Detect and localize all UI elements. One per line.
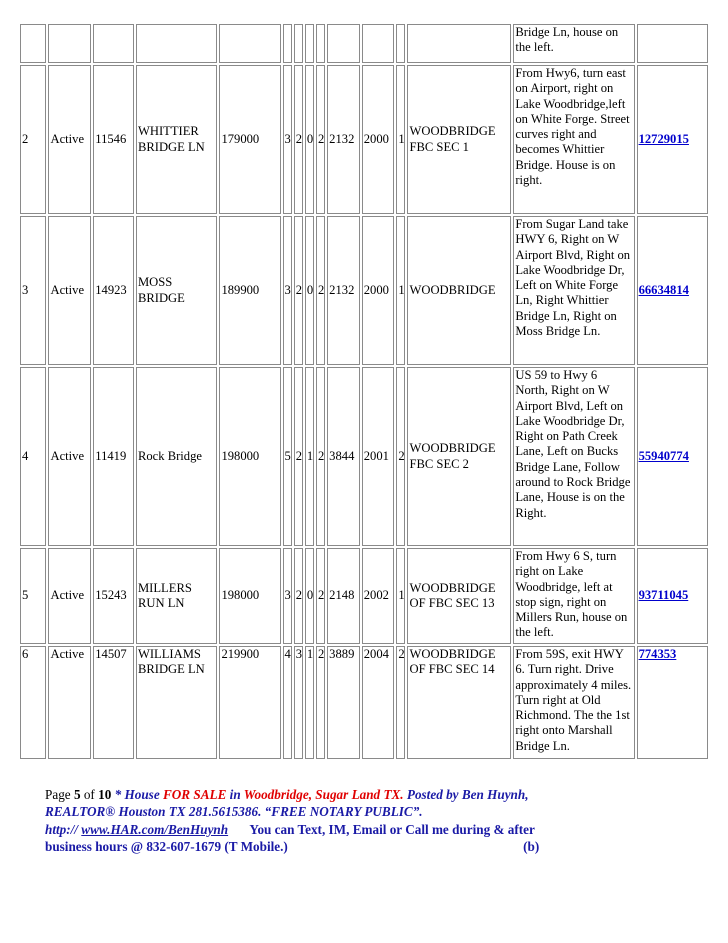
mls-link[interactable]: 774353 <box>638 647 677 661</box>
page-footer <box>45 786 695 856</box>
posted-by: Posted by Ben Huynh, <box>406 787 529 802</box>
stories: 1 <box>396 65 405 214</box>
page-total: 10 <box>98 787 112 802</box>
street-number: 15243 <box>93 548 134 644</box>
stories <box>396 24 405 63</box>
listing-number: 4 <box>20 367 46 546</box>
har-link[interactable]: www.HAR.com/BenHuynh <box>81 821 229 837</box>
full-baths: 2 <box>294 548 303 644</box>
garage: 2 <box>316 216 325 365</box>
bedrooms: 5 <box>283 367 292 546</box>
listing-status: Active <box>48 216 91 365</box>
bedrooms <box>283 24 292 63</box>
directions: Bridge Ln, house on the left. <box>513 24 634 63</box>
listing-status: Active <box>48 65 91 214</box>
full-baths: 2 <box>294 65 303 214</box>
mls-link[interactable]: 12729015 <box>638 131 689 146</box>
year-built <box>362 24 395 63</box>
bedrooms: 3 <box>283 548 292 644</box>
directions: From Hwy 6 S, turn right on Lake Woodbridge, left at stop sign, right on Millers Run, house on the left. <box>513 548 634 644</box>
full-baths: 2 <box>294 367 303 546</box>
year-built: 2004 <box>362 646 395 759</box>
full-baths: 3 <box>294 646 303 759</box>
full-baths: 2 <box>294 216 303 365</box>
directions: From Sugar Land take HWY 6, Right on W Airport Blvd, Right on Lake Woodbridge Dr, Left on White Forge Ln, Right Whittier Bridge Ln, Right on Moss Bridge Ln. <box>513 216 634 365</box>
list-price: 179000 <box>219 65 280 214</box>
half-baths: 0 <box>305 548 314 644</box>
street-name: WHITTIER BRIDGE LN <box>136 65 217 214</box>
table-row <box>20 548 708 644</box>
mls-link[interactable]: 55940774 <box>638 448 689 463</box>
list-price: 189900 <box>219 216 280 365</box>
street-number: 14923 <box>93 216 134 365</box>
square-feet: 3844 <box>327 367 360 546</box>
street-name: WILLIAMS BRIDGE LN <box>136 646 217 759</box>
table-row <box>20 24 708 63</box>
business-hours: business hours @ 832-607-1679 (T Mobile.) <box>45 839 288 855</box>
mls-cell <box>637 548 708 644</box>
listing-status <box>48 24 91 63</box>
subdivision: WOODBRIDGE <box>407 216 511 365</box>
table-row <box>20 216 708 365</box>
subdivision <box>407 24 511 63</box>
mls-cell <box>637 65 708 214</box>
year-built: 2002 <box>362 548 395 644</box>
listing-status: Active <box>48 548 91 644</box>
year-built: 2001 <box>362 367 395 546</box>
footer-line-2: REALTOR® Houston TX 281.5615386. “FREE NOTARY PUBLIC”. <box>45 804 423 820</box>
page-number: 5 <box>73 787 81 802</box>
street-number: 11546 <box>93 65 134 214</box>
garage: 2 <box>316 646 325 759</box>
list-price: 198000 <box>219 367 280 546</box>
listing-status: Active <box>48 367 91 546</box>
directions: From 59S, exit HWY 6. Turn right. Drive approximately 4 miles. Turn right at Old Richmond. The the 1st right onto Marshall Bridge Ln. <box>513 646 634 759</box>
stories: 2 <box>396 646 405 759</box>
listing-number: 5 <box>20 548 46 644</box>
subdivision: WOODBRIDGE OF FBC SEC 14 <box>407 646 511 759</box>
mls-link[interactable]: 93711045 <box>638 588 689 603</box>
full-baths <box>294 24 303 63</box>
footer-line-3 <box>45 821 695 838</box>
location-label: Woodbridge, Sugar Land TX. <box>243 787 404 802</box>
list-price: 198000 <box>219 548 280 644</box>
stories: 1 <box>396 216 405 365</box>
street-number: 14507 <box>93 646 134 759</box>
footer-line-1 <box>45 786 695 803</box>
table-row <box>20 646 708 759</box>
footer-line-4 <box>45 838 695 855</box>
url-prefix: http:// <box>45 821 78 837</box>
table-row <box>20 367 708 546</box>
mls-cell <box>637 646 708 759</box>
listing-status: Active <box>48 646 91 759</box>
garage <box>316 24 325 63</box>
list-price: 219900 <box>219 646 280 759</box>
subdivision: WOODBRIDGE OF FBC SEC 13 <box>407 548 511 644</box>
mls-link[interactable]: 66634814 <box>638 282 689 297</box>
listing-number <box>20 24 46 63</box>
subdivision: WOODBRIDGE FBC SEC 2 <box>407 367 511 546</box>
subdivision: WOODBRIDGE FBC SEC 1 <box>407 65 511 214</box>
square-feet: 2132 <box>327 65 360 214</box>
house-label: House <box>124 787 160 802</box>
half-baths: 0 <box>305 216 314 365</box>
footer-tag: (b) <box>523 839 540 855</box>
stories: 2 <box>396 367 405 546</box>
bedrooms: 3 <box>283 216 292 365</box>
listing-number: 6 <box>20 646 46 759</box>
year-built: 2000 <box>362 216 395 365</box>
contact-text: You can Text, IM, Email or Call me during & after <box>249 821 535 837</box>
mls-cell <box>637 367 708 546</box>
in-label: in <box>229 787 241 802</box>
listings-table <box>18 22 710 761</box>
table-row <box>20 65 708 214</box>
street-name <box>136 24 217 63</box>
listing-number: 3 <box>20 216 46 365</box>
page-label: Page <box>45 787 71 802</box>
half-baths <box>305 24 314 63</box>
listing-number: 2 <box>20 65 46 214</box>
street-name: MILLERS RUN LN <box>136 548 217 644</box>
square-feet: 3889 <box>327 646 360 759</box>
star-separator: * <box>114 787 122 802</box>
garage: 2 <box>316 548 325 644</box>
year-built: 2000 <box>362 65 395 214</box>
half-baths: 0 <box>305 65 314 214</box>
square-feet: 2132 <box>327 216 360 365</box>
directions: US 59 to Hwy 6 North, Right on W Airport Blvd, Left on Lake Woodbridge Dr, Right on Path Creek Lane, Left on Bucks Bridge Lane, Follow around to Rock Bridge Lane, House is on the Right. <box>513 367 634 546</box>
mls-cell <box>637 24 708 63</box>
for-sale-label: FOR SALE <box>162 787 227 802</box>
street-number <box>93 24 134 63</box>
directions: From Hwy6, turn east on Airport, right on Lake Woodbridge,left on White Forge. Street curves right and becomes Whittier Bridge. House is on right. <box>513 65 634 214</box>
square-feet <box>327 24 360 63</box>
square-feet: 2148 <box>327 548 360 644</box>
garage: 2 <box>316 367 325 546</box>
bedrooms: 3 <box>283 65 292 214</box>
list-price <box>219 24 280 63</box>
half-baths: 1 <box>305 367 314 546</box>
stories: 1 <box>396 548 405 644</box>
page-of-label: of <box>83 787 95 802</box>
garage: 2 <box>316 65 325 214</box>
street-name: Rock Bridge <box>136 367 217 546</box>
bedrooms: 4 <box>283 646 292 759</box>
street-name: MOSS BRIDGE <box>136 216 217 365</box>
half-baths: 1 <box>305 646 314 759</box>
mls-cell <box>637 216 708 365</box>
street-number: 11419 <box>93 367 134 546</box>
